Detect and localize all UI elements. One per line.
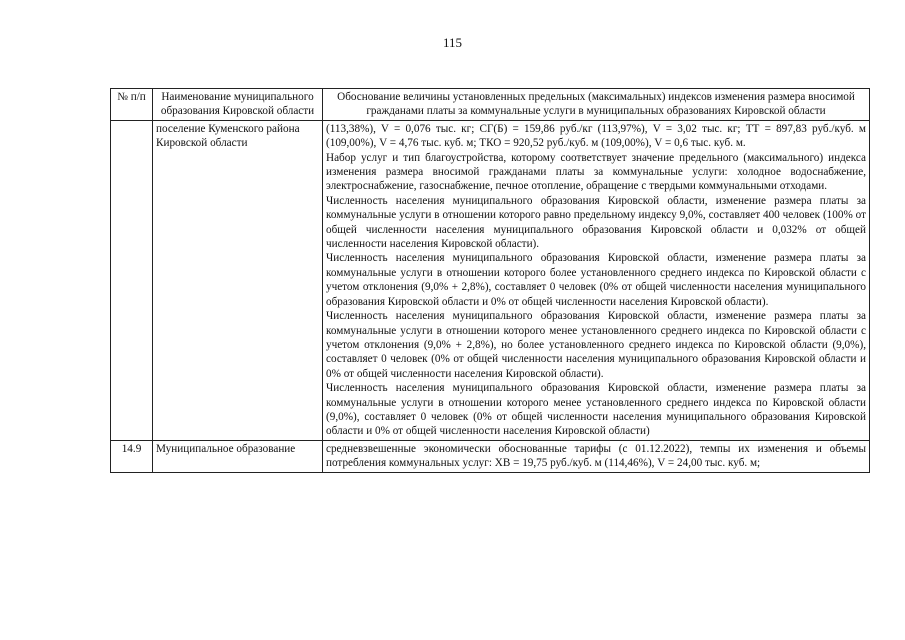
page-number: 115 <box>442 35 463 50</box>
header-number: № п/п <box>111 89 153 121</box>
paragraph: Численность населения муниципального образования Кировской области, изменение размера платы за коммунальные услуги в отношении которого равно предельному индексу 9,0%, составляет 400 человек (100% от общей численности населения муниципального образования Кировской области и 0,032% от общей численности населения Кировской области). <box>326 194 866 251</box>
table-header-row <box>111 89 870 121</box>
header-municipality-name: Наименование муниципального образования Кировской области <box>153 89 323 121</box>
paragraph: (113,38%), V = 0,076 тыс. кг; СГ(Б) = 159,86 руб./кг (113,97%), V = 3,02 тыс. кг; ТТ = 897,83 руб./куб. м (109,00%), V = 4,76 тыс. куб. м; ТКО = 920,52 руб./куб. м (109,00%), V = 0,6 тыс. куб. м. <box>326 122 866 150</box>
header-justification: Обоснование величины установленных предельных (максимальных) индексов изменения размера вносимой гражданами платы за коммунальные услуги в муниципальных образованиях Кировской области <box>323 89 870 121</box>
document-table <box>110 88 870 473</box>
table-row <box>111 440 870 472</box>
paragraph: средневзвешенные экономически обоснованные тарифы (с 01.12.2022), темпы их изменения и объемы потребления коммунальных услуг: ХВ = 19,75 руб./куб. м (114,46%), V = 24,00 тыс. куб. м; <box>326 442 866 470</box>
row-municipality-name: поселение Куменского района Кировской области <box>153 120 323 440</box>
row-number <box>111 120 153 440</box>
table-row <box>111 120 870 440</box>
paragraph: Численность населения муниципального образования Кировской области, изменение размера платы за коммунальные услуги в отношении которого менее установленного среднего индекса по Кировской области (9,0%), составляет 0 человек (0% от общей численности населения муниципального образования Кировской области и 0% от общей численности населения Кировской области) <box>326 382 866 438</box>
row-justification <box>323 120 870 440</box>
row-justification <box>323 440 870 472</box>
row-number: 14.9 <box>111 440 153 472</box>
paragraph: Численность населения муниципального образования Кировской области, изменение размера платы за коммунальные услуги в отношении которого менее установленного среднего индекса по Кировской области с учетом отклонения (9,0% + 2,8%), но более установленного среднего индекса по Кировской области (9,0%), составляет 0 человек (0% от общей численности населения муниципального образования Кировской области и 0% от общей численности населения Кировской области). <box>326 310 866 380</box>
row-municipality-name: Муниципальное образование <box>153 440 323 472</box>
paragraph: Численность населения муниципального образования Кировской области, изменение размера платы за коммунальные услуги в отношении которого более установленного среднего индекса по Кировской области с учетом отклонения (9,0% + 2,8%), составляет 0 человек (0% от общей численности населения муниципального образования Кировской области и 0% от общей численности населения Кировской области). <box>326 252 866 308</box>
paragraph: Набор услуг и тип благоустройства, которому соответствует значение предельного (максимального) индекса изменения размера вносимой гражданами платы за коммунальные услуги: холодное водоснабжение, электроснабжение, газоснабжение, печное отопление, обращение с твердыми коммунальными отходами. <box>326 151 866 193</box>
